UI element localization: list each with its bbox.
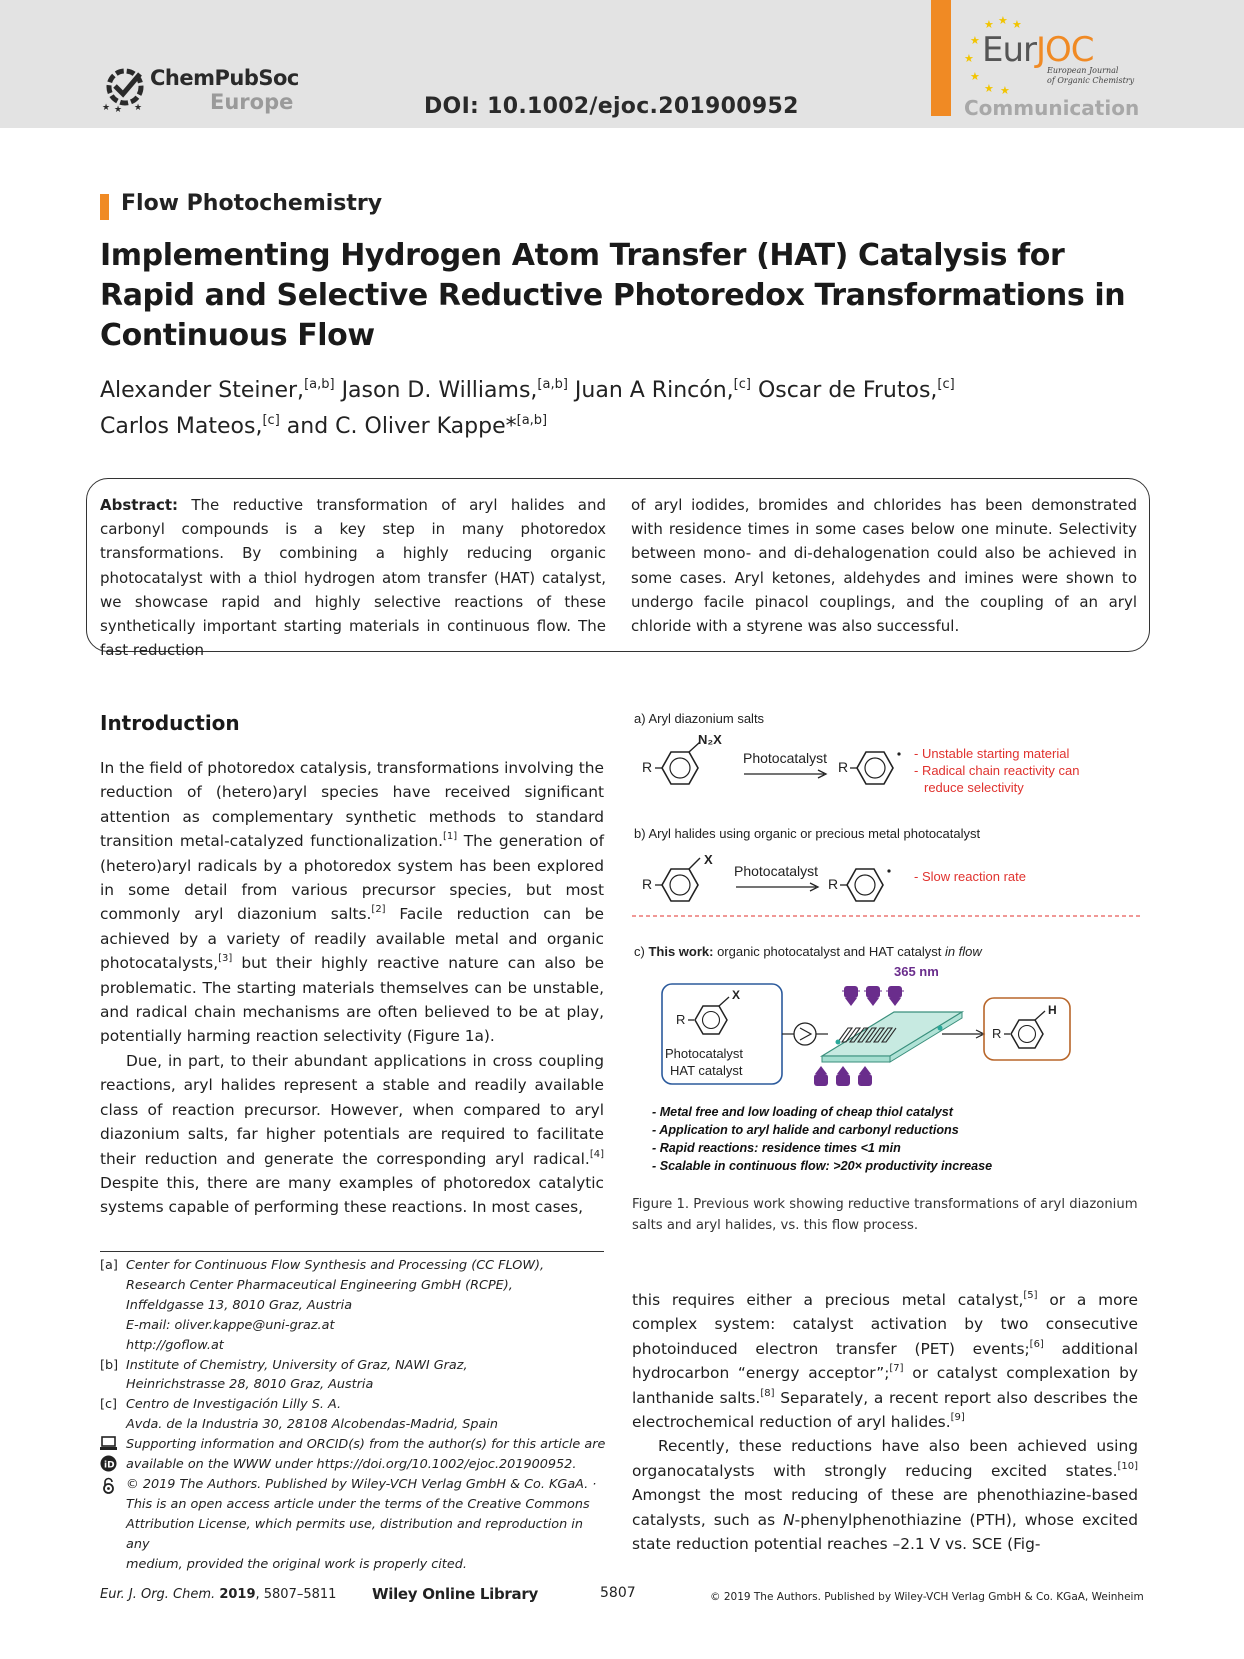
- panel-a-note-1: - Unstable starting material: [914, 746, 1070, 761]
- author-affiliation: [a,b]: [516, 413, 548, 428]
- aryl-halide-structure: [642, 852, 713, 901]
- author-affiliation: [a,b]: [537, 377, 568, 392]
- journal-logo-sub2: of Organic Chemistry: [1047, 76, 1135, 85]
- text: The generation of (hetero)aryl radicals by a photoredox system has been explored in some detail from various precursor species, but most commonly aryl diazonium salts.: [100, 832, 604, 924]
- footnote-line: This is an open access article under the terms of the Creative Commons: [126, 1496, 590, 1512]
- panel-c-prefix: c): [634, 944, 649, 959]
- text: Facile reduction can be achieved by a variety of readily available metal and organic photocatalysts,: [100, 905, 604, 973]
- footer-copyright: © 2019 The Authors. Published by Wiley-VCH Verlag GmbH & Co. KGaA, Weinheim: [710, 1591, 1144, 1603]
- svg-text:★: ★: [970, 70, 980, 83]
- footnote-line: © 2019 The Authors. Published by Wiley-VCH Verlag GmbH & Co. KGaA. ·: [126, 1476, 597, 1492]
- text: this requires either a precious metal catalyst,: [632, 1291, 1024, 1309]
- author[interactable]: [100, 378, 335, 403]
- svg-text:★: ★: [998, 14, 1008, 27]
- aryl-radical-structure-b: [828, 869, 891, 901]
- section-heading: Flow Photochemistry: [121, 191, 383, 216]
- journal-logo-sub1: European Journal: [1047, 66, 1119, 75]
- led-icon: [842, 986, 860, 1006]
- journal-logo-accent: JOC: [1036, 30, 1094, 70]
- citation[interactable]: [1]: [443, 831, 458, 843]
- footnotes: [94, 1256, 608, 1575]
- led-icon: [864, 986, 882, 1006]
- led-icon: [836, 1066, 850, 1086]
- substituent-label: X: [732, 988, 741, 1002]
- product-structure: [992, 1003, 1057, 1048]
- panel-c-italic: in flow: [944, 944, 982, 959]
- svg-text:★: ★: [984, 82, 994, 94]
- publisher-sub: Europe: [210, 90, 294, 114]
- footnote-line: Heinrichstrasse 28, 8010 Graz, Austria: [126, 1377, 374, 1393]
- author[interactable]: [342, 378, 568, 403]
- led-array-bottom: [814, 1066, 872, 1086]
- wavelength-label: 365 nm: [894, 964, 939, 979]
- author-affiliation: [c]: [262, 413, 280, 428]
- substituent-label: H: [1048, 1003, 1057, 1017]
- r-group-label: R: [642, 876, 653, 892]
- figure-1: [632, 706, 1142, 1176]
- doi[interactable]: DOI: 10.1002/ejoc.201900952: [424, 94, 799, 119]
- citation[interactable]: [10]: [1117, 1460, 1138, 1472]
- page-header: [0, 0, 1244, 128]
- citation[interactable]: [8]: [760, 1387, 775, 1399]
- author-name: Oscar de Frutos,: [757, 378, 938, 403]
- text: In the field of photoredox catalysis, transformations involving the reduction of (hetero)aryl species have received significant attention as complementary synthetic methods to standard transition metal-catalyzed functionalization.: [100, 759, 604, 851]
- footnote-line: Avda. de la Industria 30, 28108 Alcobendas-Madrid, Spain: [126, 1417, 499, 1433]
- figure-bullet: - Rapid reactions: residence times <1 min: [652, 1141, 901, 1155]
- text: or catalyst complexation by lanthanide salts.: [632, 1364, 1138, 1407]
- panel-a-label: a) Aryl diazonium salts: [634, 711, 765, 726]
- section-marker: [100, 194, 109, 220]
- author-name: Alexander Steiner,: [100, 378, 305, 403]
- r-group-label: R: [828, 876, 839, 892]
- footer-citation: [100, 1587, 336, 1602]
- reactant-structure: [676, 988, 740, 1034]
- citation[interactable]: [4]: [589, 1148, 604, 1160]
- page-number: 5807: [600, 1585, 636, 1601]
- author-name: Juan A Rincón,: [574, 378, 734, 403]
- svg-text:★: ★: [964, 52, 974, 65]
- led-icon: [814, 1066, 828, 1086]
- footnote-line: Supporting information and ORCID(s) from the author(s) for this article are: [126, 1437, 606, 1453]
- text: Despite this, there are many examples of photoredox catalytic systems capable of performing these reactions. In most cases,: [100, 1173, 604, 1217]
- author[interactable]: [575, 378, 751, 403]
- wiley-online-library-logo[interactable]: Wiley Online Library: [372, 1585, 538, 1603]
- affiliation-tag: [c]: [100, 1397, 118, 1413]
- panel-c-rest: organic photocatalyst and HAT catalyst: [713, 944, 945, 959]
- paragraph: [632, 1434, 1138, 1556]
- author-affiliation: [a,b]: [304, 377, 335, 392]
- reactant-box-line2: HAT catalyst: [670, 1063, 743, 1078]
- abstract-text-left: The reductive transformation of aryl halides and carbonyl compounds is a key step in many photoredox transformations. By combining a highly reducing organic photocatalyst with a thiol hydrogen atom transfer (HAT) catalyst, we showcase rapid and highly selective reactions of these synthetically important starting materials in continuous flow. The fast reduction: [100, 496, 606, 660]
- publisher-name: ChemPubSoc: [150, 66, 299, 90]
- led-icon: [886, 986, 904, 1006]
- article-title: Implementing Hydrogen Atom Transfer (HAT) Catalysis for Rapid and Selective Reductive Photoredox Transformations in Continuous Flow: [100, 238, 1126, 353]
- abstract-left-column: [100, 493, 606, 662]
- svg-text:★: ★: [114, 105, 123, 112]
- footnote-line: Research Center Pharmaceutical Engineering GmbH (RCPE),: [126, 1277, 513, 1293]
- journal-logo-text: [982, 30, 1094, 70]
- panel-c-label: [634, 944, 983, 959]
- footer-year: 2019: [219, 1587, 256, 1602]
- author-affiliation: [c]: [937, 377, 955, 392]
- svg-text:★: ★: [102, 103, 111, 112]
- citation[interactable]: [3]: [218, 953, 233, 965]
- footnote-line: medium, provided the original work is properly cited.: [126, 1556, 467, 1572]
- author-name: Carlos Mateos,: [100, 414, 263, 439]
- article-type: Communication: [964, 96, 1140, 120]
- figure-bullet: - Scalable in continuous flow: >20× productivity increase: [652, 1159, 993, 1173]
- footnote-line: Centro de Investigación Lilly S. A.: [126, 1397, 342, 1413]
- affiliation-c: [94, 1395, 608, 1435]
- chempubsoc-emblem-icon: [100, 62, 150, 112]
- text: -phenylphenothiazine (PTH), whose excited state reduction potential reaches –2.1 V vs. SCE (Fig-: [632, 1510, 1138, 1554]
- introduction-heading: Introduction: [100, 711, 240, 735]
- intro-right-column: [632, 1288, 1138, 1556]
- aryl-diazonium-structure: [642, 732, 722, 784]
- flow-reactor-icon: [822, 1012, 962, 1062]
- text: Recently, these reductions have also been achieved using organocatalysts with strongly reducing excited states.: [632, 1437, 1138, 1480]
- supporting-info-icon: [100, 1435, 117, 1452]
- text: Due, in part, to their abundant applications in cross coupling reactions, aryl halides represent a stable and readily available class of reaction precursor. However, when compared to aryl diazonium salts, far higher potentials are required to facilitate their reduction and generate the corresponding aryl radical.: [100, 1051, 604, 1168]
- footnote-line: Attribution License, which permits use, distribution and reproduction in any: [126, 1516, 583, 1552]
- citation[interactable]: [5]: [1023, 1290, 1038, 1301]
- pump-icon: [794, 1023, 816, 1045]
- svg-text:★: ★: [1000, 84, 1010, 94]
- open-access-icon: [100, 1477, 117, 1494]
- author-name: Jason D. Williams,: [341, 378, 538, 403]
- panel-a-reagent: Photocatalyst: [743, 750, 828, 766]
- svg-text:★: ★: [1012, 18, 1022, 31]
- journal-logo-main: Eur: [982, 30, 1037, 70]
- affiliation-tag: [b]: [100, 1357, 119, 1373]
- r-group-label: R: [676, 1012, 686, 1027]
- svg-text:★: ★: [984, 18, 994, 31]
- r-group-label: R: [642, 759, 653, 775]
- led-array-top: [842, 986, 904, 1006]
- open-access-note: [94, 1475, 608, 1575]
- panel-b-reagent: Photocatalyst: [734, 863, 819, 879]
- reactant-box-line1: Photocatalyst: [665, 1046, 744, 1061]
- led-icon: [858, 1066, 872, 1086]
- author[interactable]: [287, 414, 547, 439]
- text: or a more complex system: catalyst activation by two consecutive photoinduced electron transfer (PET) events;: [632, 1291, 1139, 1358]
- paragraph: [632, 1288, 1138, 1434]
- panel-a-note-2: - Radical chain reactivity can: [914, 763, 1080, 778]
- panel-c-bold: This work:: [648, 944, 714, 959]
- email-link[interactable]: E-mail: oliver.kappe@uni-graz.at: [126, 1317, 335, 1333]
- r-group-label: R: [838, 759, 849, 775]
- footnote-line: Institute of Chemistry, University of Graz, NAWI Graz,: [126, 1357, 468, 1373]
- aryl-radical-structure: [838, 752, 901, 784]
- intro-left-column: [100, 756, 604, 1220]
- substituent-label: N₂X: [698, 732, 722, 747]
- substituent-label: X: [704, 852, 713, 867]
- citation[interactable]: [9]: [950, 1412, 965, 1424]
- footer-pages: , 5807–5811: [255, 1587, 337, 1602]
- affiliation-b: [94, 1356, 608, 1396]
- text: Separately, a recent report also describes the electrochemical reduction of aryl halides.: [632, 1388, 1138, 1432]
- chempubsoc-logo: [100, 62, 300, 118]
- orcid-icon[interactable]: [100, 1455, 117, 1472]
- author[interactable]: [758, 378, 955, 403]
- text: Amongst the most reducing of these are phenothiazine-based catalysts, such as: [632, 1486, 1138, 1529]
- text-italic: N: [783, 1510, 795, 1529]
- citation[interactable]: [2]: [371, 904, 386, 916]
- footer-journal: Eur. J. Org. Chem.: [100, 1587, 216, 1602]
- citation[interactable]: [7]: [889, 1363, 904, 1375]
- svg-text:★: ★: [134, 103, 143, 112]
- website-link[interactable]: http://goflow.at: [126, 1337, 224, 1353]
- author-name: and C. Oliver Kappe*: [286, 414, 517, 439]
- text: but their highly reactive nature can also be problematic. The starting materials themselves can be unstable, and radical chain mechanisms are often believed to be at play, potentially harming reaction selectivity (Figure 1a).: [100, 954, 604, 1046]
- panel-b-label: b) Aryl halides using organic or precious metal photocatalyst: [634, 826, 981, 841]
- paragraph: [100, 1049, 604, 1220]
- author[interactable]: [100, 414, 280, 439]
- footnote-line: Inffeldgasse 13, 8010 Graz, Austria: [126, 1297, 353, 1313]
- footnote-rule: [100, 1251, 604, 1252]
- citation[interactable]: [6]: [1029, 1338, 1044, 1350]
- figure-bullet: - Application to aryl halide and carbonyl reductions: [652, 1123, 959, 1137]
- supporting-info-link[interactable]: available on the WWW under https://doi.org/10.1002/ejoc.201900952.: [126, 1457, 577, 1473]
- text: additional hydrocarbon “energy acceptor”;: [632, 1339, 1139, 1383]
- figure-bullet: - Metal free and low loading of cheap thiol catalyst: [652, 1105, 953, 1119]
- abstract-box: [86, 478, 1150, 660]
- footnote-line: Center for Continuous Flow Synthesis and Processing (CC FLOW),: [126, 1258, 545, 1273]
- affiliation-a: [94, 1256, 608, 1356]
- eurjoc-logo: [962, 14, 1152, 94]
- panel-b-note: - Slow reaction rate: [914, 869, 1026, 884]
- paragraph: [100, 756, 604, 1049]
- affiliation-tag: [a]: [100, 1258, 118, 1273]
- abstract-label: Abstract:: [100, 496, 179, 514]
- supporting-info-note: [94, 1435, 608, 1475]
- accent-bar: [931, 0, 951, 116]
- svg-text:iD: iD: [104, 1460, 115, 1471]
- abstract-right-column: of aryl iodides, bromides and chlorides has been demonstrated with residence times in some cases below one minute. Selectivity between mono- and di-dehalogenation could also be achieved in some cases. Aryl ketones, aldehydes and imines were shown to undergo facile pinacol couplings, and the coupling of an aryl chloride with a styrene was also successful.: [631, 496, 1137, 636]
- panel-a-note-3: reduce selectivity: [924, 780, 1024, 795]
- author-list: [100, 370, 1140, 442]
- r-group-label: R: [992, 1026, 1002, 1041]
- figure-caption: Figure 1. Previous work showing reductive transformations of aryl diazonium salts and aryl halides, vs. this flow process.: [632, 1197, 1138, 1233]
- author-affiliation: [c]: [733, 377, 751, 392]
- svg-text:★: ★: [970, 34, 980, 47]
